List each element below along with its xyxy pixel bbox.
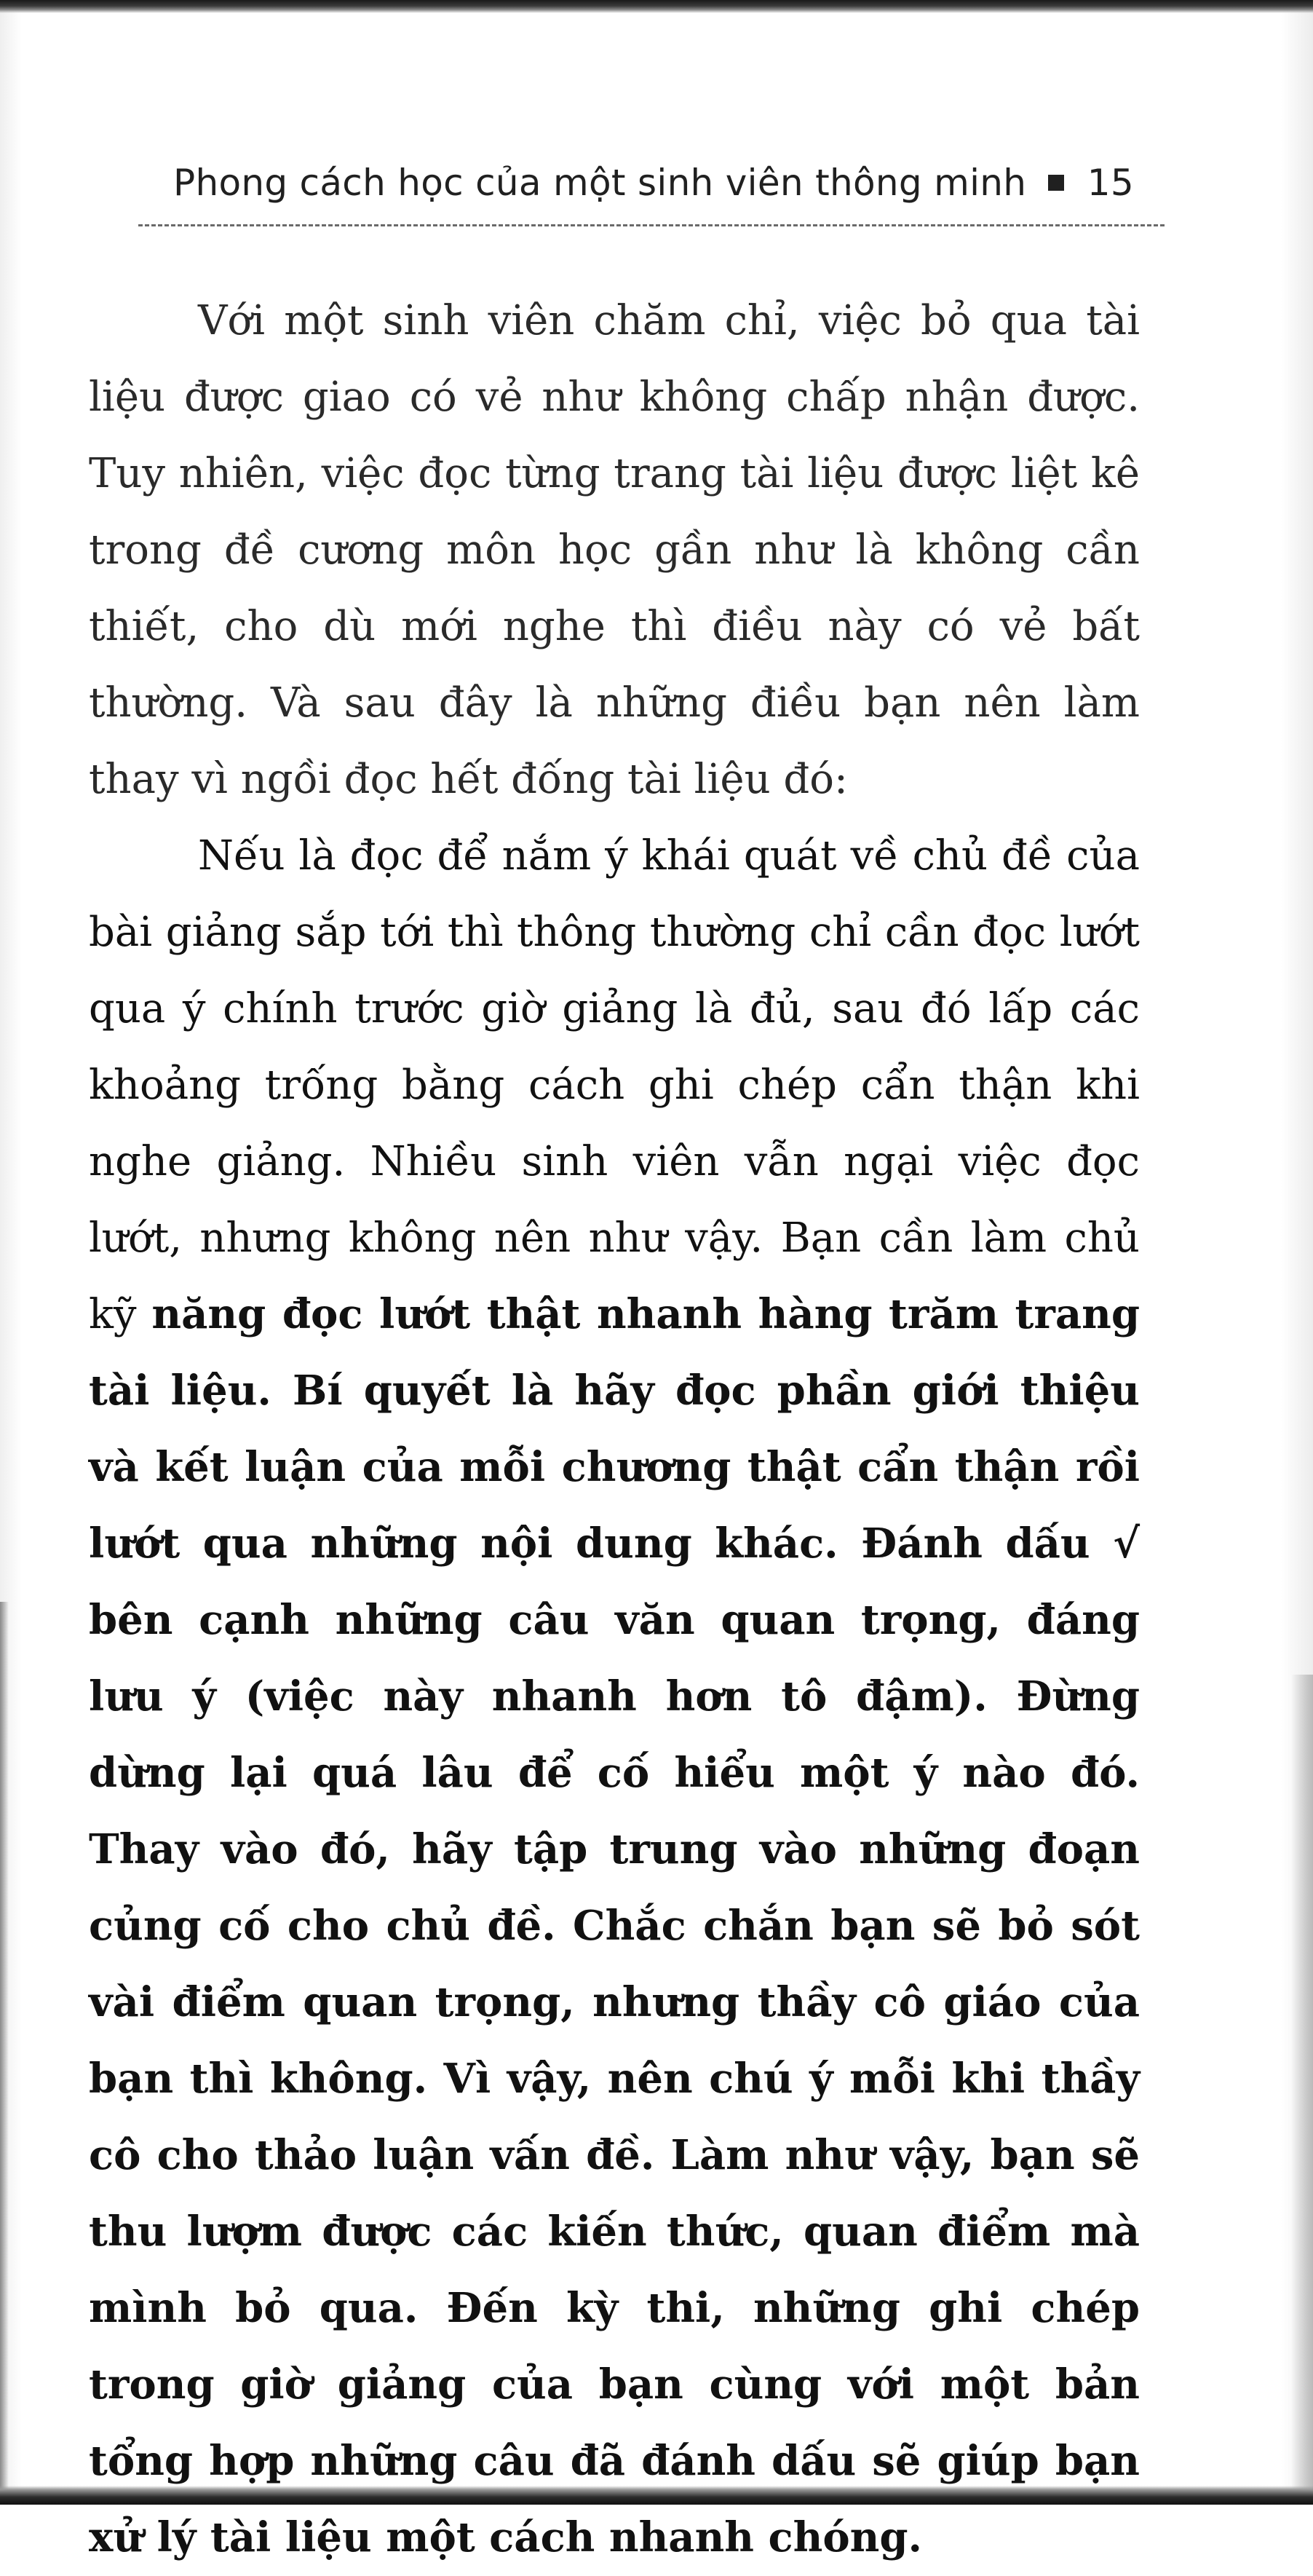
paragraph-2 [89,818,1140,2576]
body-text [89,283,1140,2576]
header-dashed-rule [138,224,1165,226]
page-number: 15 [1087,162,1134,204]
running-header [173,162,1134,204]
running-header-title: Phong cách học của một sinh viên thông minh [173,162,1027,204]
page-bottom-edge [0,2486,1313,2505]
page-left-shadow [0,1602,9,2505]
page-top-edge [0,0,1313,13]
header-bullet-icon [1048,175,1064,191]
paragraph-1: Với một sinh viên chăm chỉ, việc bỏ qua tài liệu được giao có vẻ như không chấp nhận được. Tuy nhiên, việc đọc từng trang tài liệu được liệt kê trong đề cương môn học gần như là không cần thiết, cho dù mới nghe thì điều này có vẻ bất thường. Và sau đây là những điều bạn nên làm thay vì ngồi đọc hết đống tài liệu đó: [89,297,1140,803]
page-right-shadow [1291,1675,1313,2505]
paragraph-2-part-1: Nếu là đọc để nắm ý khái quát về chủ đề của bài giảng sắp tới thì thông thường chỉ cần đọc lướt qua ý chính trước giờ giảng là đủ, sau đó lấp các khoảng trống bằng cách ghi chép cẩn thận khi nghe giảng. Nhiều sinh viên vẫn ngại việc đọc lướt, nhưng không nên như vậy. Bạn cần làm chủ kỹ [89,832,1140,1338]
paragraph-2-part-2: năng đọc lướt thật nhanh hàng trăm trang tài liệu. Bí quyết là hãy đọc phần giới thiệu và kết luận của mỗi chương thật cẩn thận rồi lướt qua những nội dung khác. Đánh dấu √ bên cạnh những câu văn quan trọng, đáng lưu ý (việc này nhanh hơn tô đậm). Đừng dừng lại quá lâu để cố hiểu một ý nào đó. Thay vào đó, hãy tập trung vào những đoạn củng cố cho chủ đề. Chắc chắn bạn sẽ bỏ sót vài điểm quan trọng, nhưng thầy cô giáo của bạn thì không. Vì vậy, nên chú ý mỗi khi thầy cô cho thảo luận vấn đề. Làm như vậy, bạn sẽ thu lượm được các kiến thức, quan điểm mà mình bỏ qua. Đến kỳ thi, những ghi chép trong giờ giảng của bạn cùng với một bản tổng hợp những câu đã đánh dấu sẽ giúp bạn xử lý tài liệu một cách nhanh chóng. [89,1290,1140,2561]
